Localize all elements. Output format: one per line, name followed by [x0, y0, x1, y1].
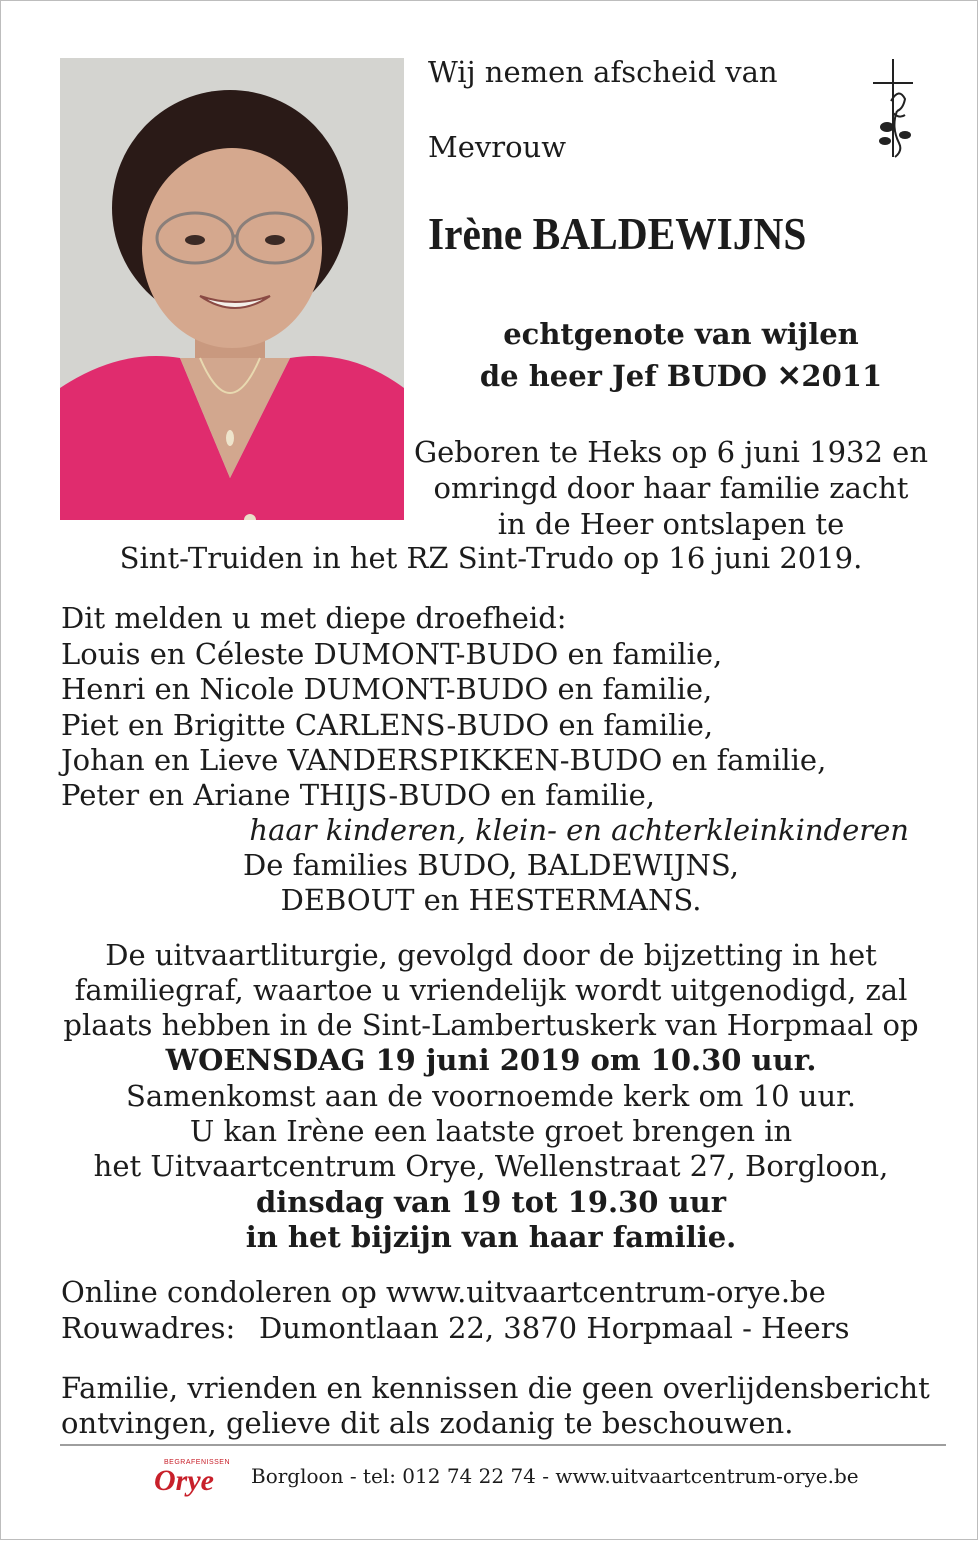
funeral-line-2: familiegraf, waartoe u vriendelijk wordt uitgenodigd, zal — [74, 973, 908, 1007]
online-condolence: Online condoleren op www.uitvaartcentrum-orye.be — [61, 1275, 826, 1309]
family-line: Henri en Nicole DUMONT-BUDO en familie, — [61, 672, 713, 706]
funeral-date: WOENSDAG 19 juni 2019 om 10.30 uur. — [165, 1043, 817, 1077]
announce-intro: Dit melden u met diepe droefheid: — [61, 601, 567, 635]
gathering-text: Samenkomst aan de voornoemde kerk om 10 uur. — [125, 1079, 857, 1113]
birth-line-4: Sint-Truiden in het RZ Sint-Trudo op 16 juni 2019. — [119, 541, 863, 575]
portrait-illustration — [60, 58, 404, 520]
family-line: Peter en Ariane THIJS-BUDO en familie, — [61, 778, 655, 812]
family-line: Louis en Céleste DUMONT-BUDO en familie, — [61, 637, 723, 671]
cross-rose-icon — [869, 57, 929, 161]
visit-line-1: U kan Irène een laatste groet brengen in — [189, 1114, 793, 1148]
visit-line-2: het Uitvaartcentrum Orye, Wellenstraat 27, Borgloon, — [93, 1149, 889, 1183]
funeral-line-1: De uitvaartliturgie, gevolgd door de bijzetting in het — [105, 938, 877, 972]
families-line-2: DEBOUT en HESTERMANS. — [280, 883, 702, 917]
birth-line-1: Geboren te Heks op 6 juni 1932 en — [413, 435, 929, 469]
portrait-photo — [60, 58, 404, 520]
spouse-line-2: de heer Jef BUDO ✕2011 — [479, 359, 883, 393]
footer-divider — [60, 1444, 946, 1446]
funeral-line-3: plaats hebben in de Sint-Lambertuskerk van Horpmaal op — [63, 1008, 919, 1042]
families-line-1: De families BUDO, BALDEWIJNS, — [242, 848, 739, 882]
address-label: Rouwadres: — [61, 1311, 236, 1345]
visit-note: in het bijzijn van haar familie. — [245, 1220, 737, 1254]
family-line: Piet en Brigitte CARLENS-BUDO en familie, — [61, 708, 714, 742]
visit-time: dinsdag van 19 tot 19.30 uur — [255, 1185, 726, 1219]
orye-logo — [154, 1459, 230, 1495]
footer-contact: Borgloon - tel: 012 74 22 74 - www.uitvaartcentrum-orye.be — [251, 1464, 859, 1488]
address-text: Dumontlaan 22, 3870 Horpmaal - Heers — [259, 1311, 850, 1345]
deceased-name: Irène BALDEWIJNS — [428, 208, 807, 259]
logo-top-text: BEGRAFENISSEN — [164, 1459, 231, 1466]
closing-line-2: ontvingen, gelieve dit als zodanig te beschouwen. — [61, 1406, 794, 1440]
birth-line-2: omringd door haar familie zacht — [433, 471, 909, 505]
family-line: Johan en Lieve VANDERSPIKKEN-BUDO en familie, — [61, 743, 827, 777]
intro-text: Wij nemen afscheid van — [428, 55, 778, 89]
spouse-line-1: echtgenote van wijlen — [503, 317, 859, 351]
birth-line-3: in de Heer ontslapen te — [497, 507, 845, 541]
family-note: haar kinderen, klein- en achterkleinkinderen — [249, 813, 909, 847]
closing-line-1: Familie, vrienden en kennissen die geen overlijdensbericht — [61, 1371, 930, 1405]
salutation-text: Mevrouw — [428, 130, 567, 164]
logo-main-text: Orye — [154, 1464, 214, 1497]
